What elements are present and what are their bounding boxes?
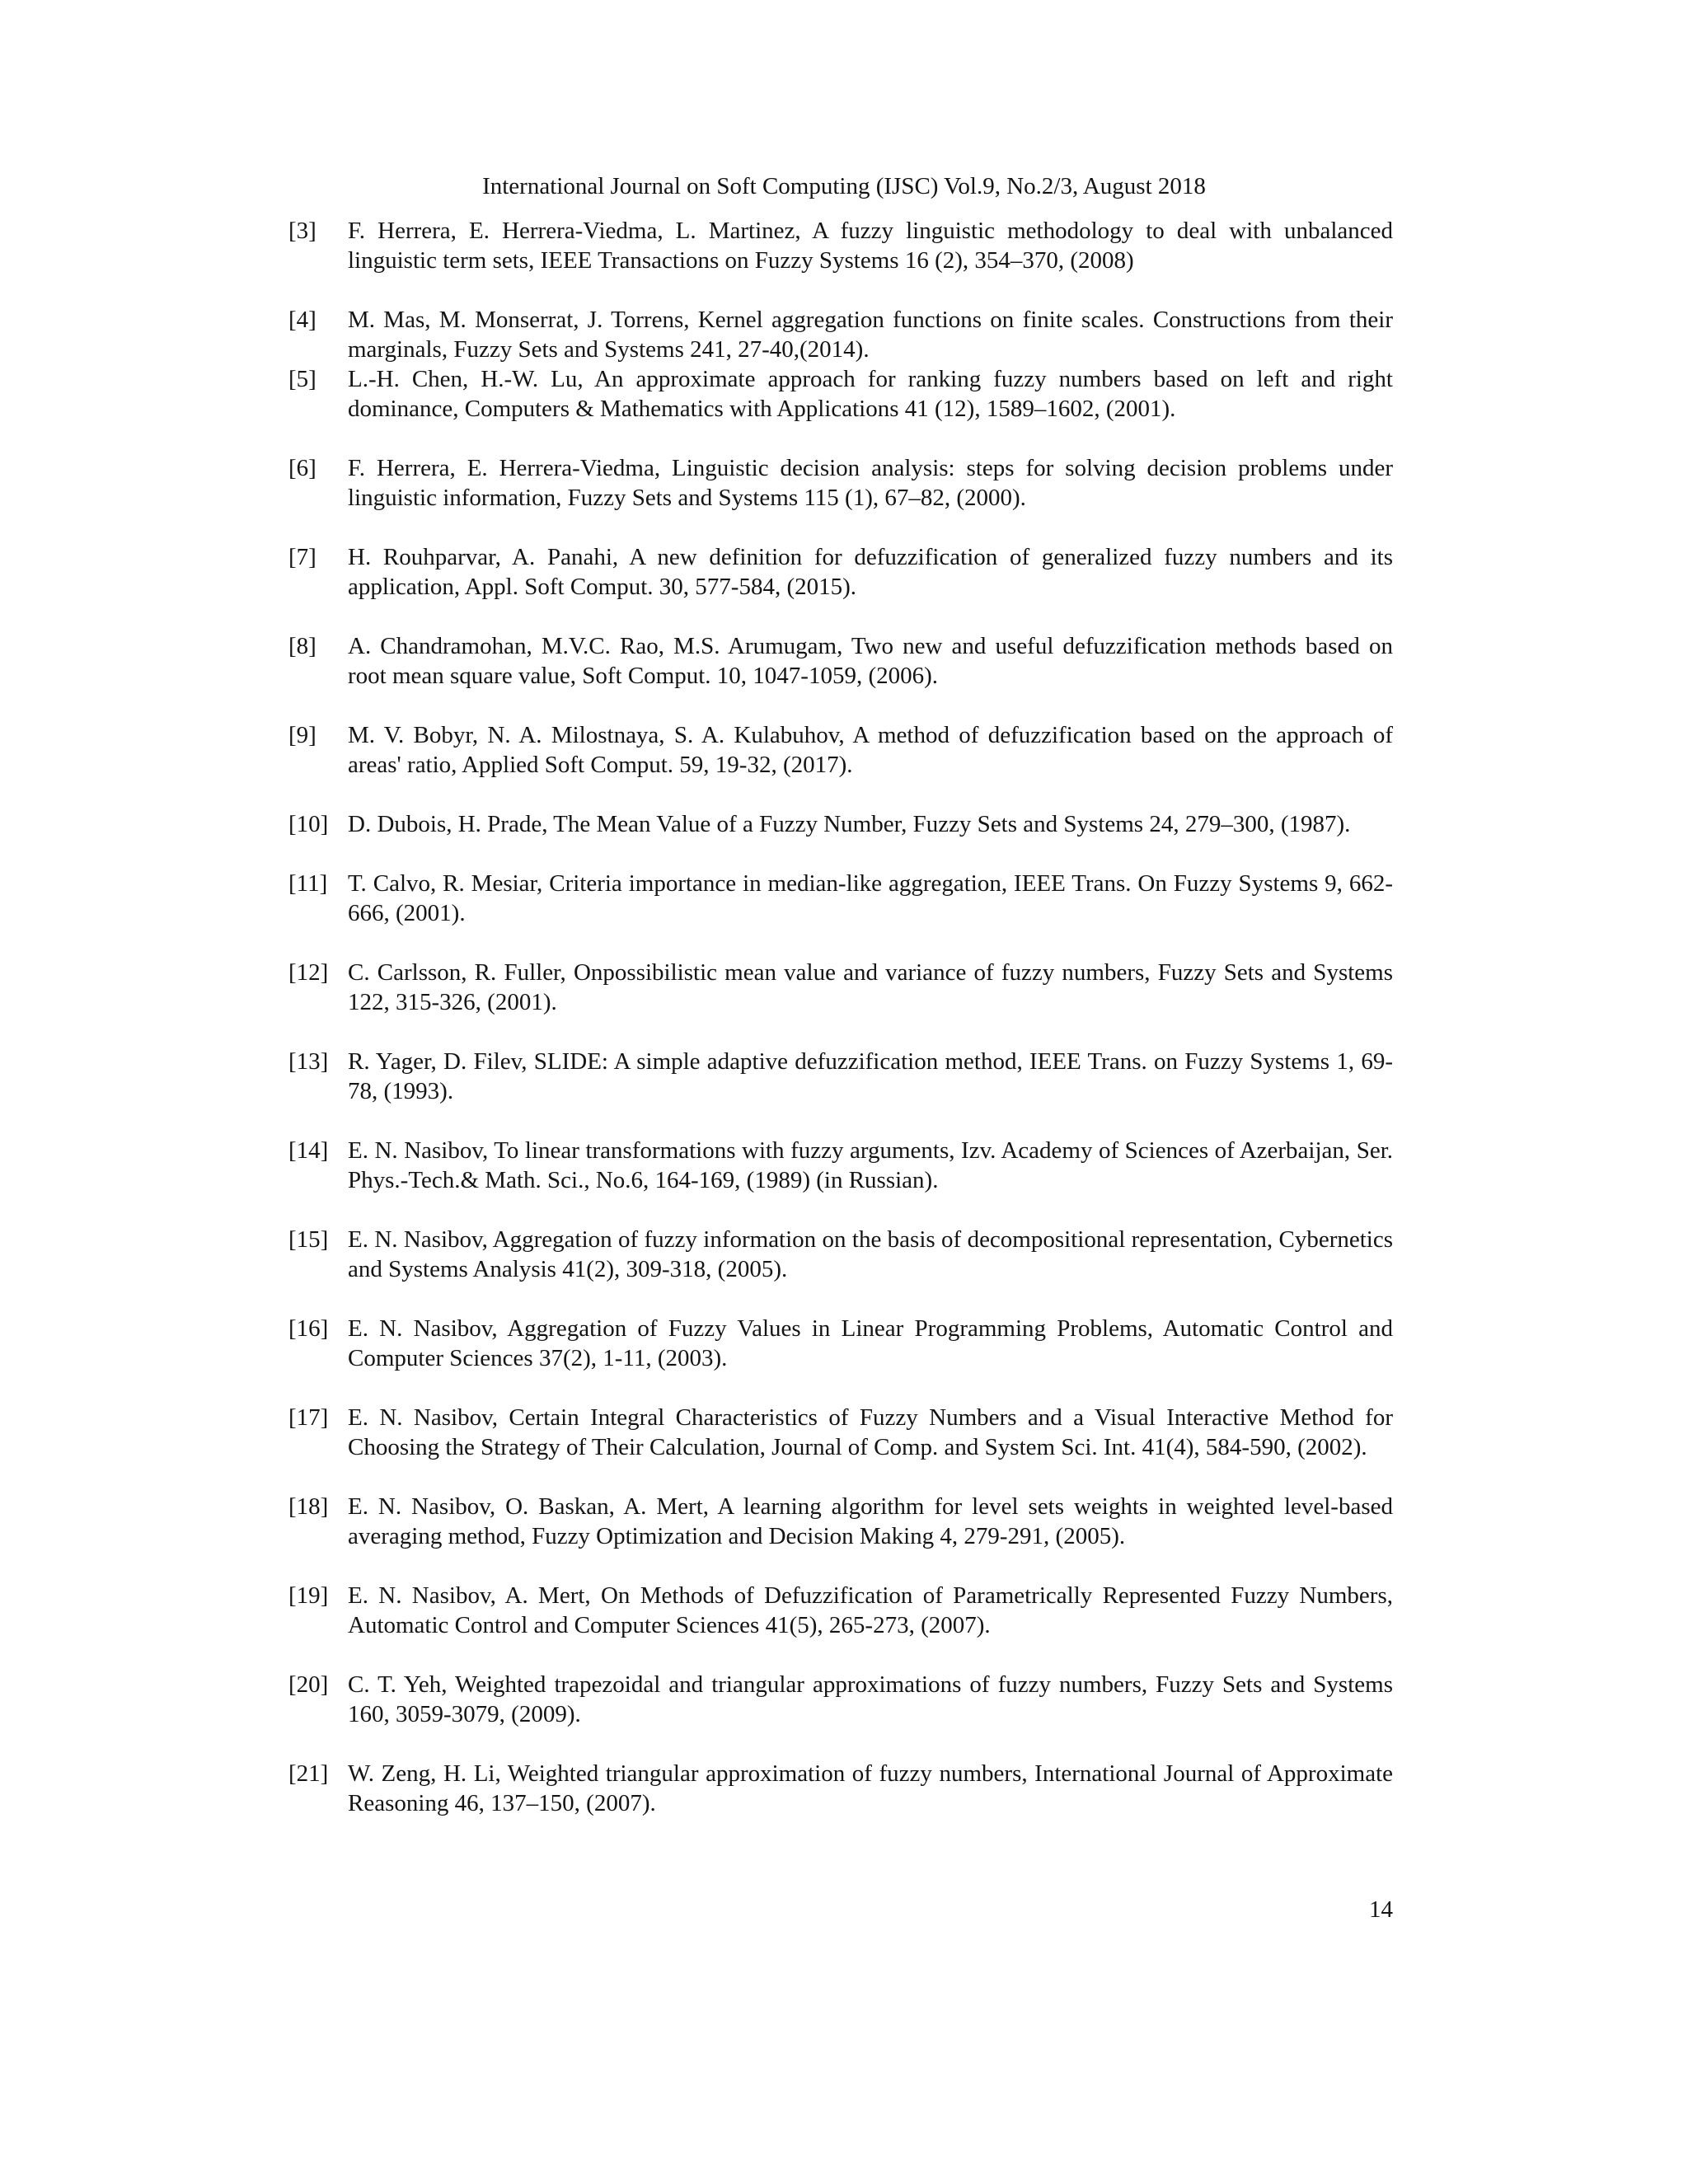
reference-number: [15] <box>288 1226 329 1253</box>
reference-item <box>288 1047 1393 1106</box>
reference-number: [12] <box>288 959 329 986</box>
reference-item <box>288 631 1393 691</box>
reference-item <box>288 1225 1393 1284</box>
reference-number: [8] <box>288 633 316 659</box>
reference-number: [16] <box>288 1315 329 1342</box>
reference-number: [6] <box>288 455 316 481</box>
reference-text: E. N. Nasibov, Certain Integral Characteristics of Fuzzy Numbers and a Visual Interactive Method for Choosing the Strategy of Their Calculation, Journal of Comp. and System Sci. Int. 41(4), 584-590, (2002). <box>348 1404 1393 1460</box>
reference-text: M. V. Bobyr, N. A. Milostnaya, S. A. Kulabuhov, A method of defuzzification based on the approach of areas' ratio, Applied Soft Comput. 59, 19-32, (2017). <box>348 722 1393 778</box>
reference-item <box>288 542 1393 602</box>
reference-item <box>288 1136 1393 1195</box>
running-header: International Journal on Soft Computing (IJSC) Vol.9, No.2/3, August 2018 <box>482 173 1206 199</box>
reference-text: M. Mas, M. Monserrat, J. Torrens, Kernel aggregation functions on finite scales. Constructions from their marginals, Fuzzy Sets and Systems 241, 27-40,(2014). <box>348 307 1393 363</box>
reference-number: [11] <box>288 870 328 897</box>
reference-text: E. N. Nasibov, To linear transformations with fuzzy arguments, Izv. Academy of Sciences of Azerbaijan, Ser. Phys.-Tech.& Math. Sci., No.6, 164-169, (1989) (in Russian). <box>348 1137 1393 1193</box>
reference-text: E. N. Nasibov, A. Mert, On Methods of Defuzzification of Parametrically Represented Fuzzy Numbers, Automatic Control and Computer Sciences 41(5), 265-273, (2007). <box>348 1582 1393 1638</box>
reference-item <box>288 1403 1393 1462</box>
reference-item <box>288 869 1393 928</box>
reference-number: [5] <box>288 366 316 392</box>
reference-text: E. N. Nasibov, Aggregation of Fuzzy Values in Linear Programming Problems, Automatic Control and Computer Sciences 37(2), 1-11, (2003). <box>348 1315 1393 1371</box>
reference-number: [9] <box>288 722 316 748</box>
reference-text: F. Herrera, E. Herrera-Viedma, Linguistic decision analysis: steps for solving decision problems under linguistic information, Fuzzy Sets and Systems 115 (1), 67–82, (2000). <box>348 455 1393 511</box>
reference-item <box>288 453 1393 513</box>
reference-text: L.-H. Chen, H.-W. Lu, An approximate approach for ranking fuzzy numbers based on left and right dominance, Computers & Mathematics with Applications 41 (12), 1589–1602, (2001). <box>348 366 1393 422</box>
reference-number: [4] <box>288 307 316 333</box>
reference-number: [19] <box>288 1582 329 1609</box>
reference-number: [3] <box>288 218 316 244</box>
reference-list <box>288 216 1393 1818</box>
reference-number: [20] <box>288 1671 329 1698</box>
reference-text: E. N. Nasibov, Aggregation of fuzzy information on the basis of decompositional representation, Cybernetics and Systems Analysis 41(2), 309-318, (2005). <box>348 1226 1393 1282</box>
reference-number: [7] <box>288 544 316 570</box>
reference-text: H. Rouhparvar, A. Panahi, A new definition for defuzzification of generalized fuzzy numbers and its application, Appl. Soft Comput. 30, 577-584, (2015). <box>348 544 1393 600</box>
reference-item <box>288 1314 1393 1373</box>
reference-item <box>288 958 1393 1017</box>
reference-item <box>288 216 1393 275</box>
reference-number: [18] <box>288 1493 329 1520</box>
reference-number: [10] <box>288 811 329 837</box>
reference-number: [21] <box>288 1760 329 1787</box>
page-number: 14 <box>1369 1896 1393 1923</box>
reference-item <box>288 1670 1393 1729</box>
reference-text: R. Yager, D. Filev, SLIDE: A simple adaptive defuzzification method, IEEE Trans. on Fuzzy Systems 1, 69-78, (1993). <box>348 1048 1393 1104</box>
reference-number: [13] <box>288 1048 329 1075</box>
reference-text: C. T. Yeh, Weighted trapezoidal and triangular approximations of fuzzy numbers, Fuzzy Sets and Systems 160, 3059-3079, (2009). <box>348 1671 1393 1727</box>
reference-item <box>288 720 1393 780</box>
reference-text: E. N. Nasibov, O. Baskan, A. Mert, A learning algorithm for level sets weights in weighted level-based averaging method, Fuzzy Optimization and Decision Making 4, 279-291, (2005). <box>348 1493 1393 1549</box>
reference-number: [14] <box>288 1137 329 1164</box>
reference-item <box>288 1759 1393 1818</box>
reference-text: A. Chandramohan, M.V.C. Rao, M.S. Arumugam, Two new and useful defuzzification methods based on root mean square value, Soft Comput. 10, 1047-1059, (2006). <box>348 633 1393 689</box>
reference-text: F. Herrera, E. Herrera-Viedma, L. Martinez, A fuzzy linguistic methodology to deal with unbalanced linguistic term sets, IEEE Transactions on Fuzzy Systems 16 (2), 354–370, (2008) <box>348 218 1393 274</box>
reference-item <box>288 364 1393 424</box>
reference-text: W. Zeng, H. Li, Weighted triangular approximation of fuzzy numbers, International Journal of Approximate Reasoning 46, 137–150, (2007). <box>348 1760 1393 1816</box>
reference-item <box>288 1492 1393 1551</box>
reference-item <box>288 809 1393 839</box>
reference-text: T. Calvo, R. Mesiar, Criteria importance in median-like aggregation, IEEE Trans. On Fuzzy Systems 9, 662-666, (2001). <box>348 870 1393 926</box>
reference-item <box>288 1581 1393 1640</box>
reference-number: [17] <box>288 1404 329 1431</box>
reference-text: C. Carlsson, R. Fuller, Onpossibilistic mean value and variance of fuzzy numbers, Fuzzy Sets and Systems 122, 315-326, (2001). <box>348 959 1393 1015</box>
reference-item <box>288 305 1393 364</box>
reference-text: D. Dubois, H. Prade, The Mean Value of a Fuzzy Number, Fuzzy Sets and Systems 24, 279–300, (1987). <box>348 811 1351 837</box>
